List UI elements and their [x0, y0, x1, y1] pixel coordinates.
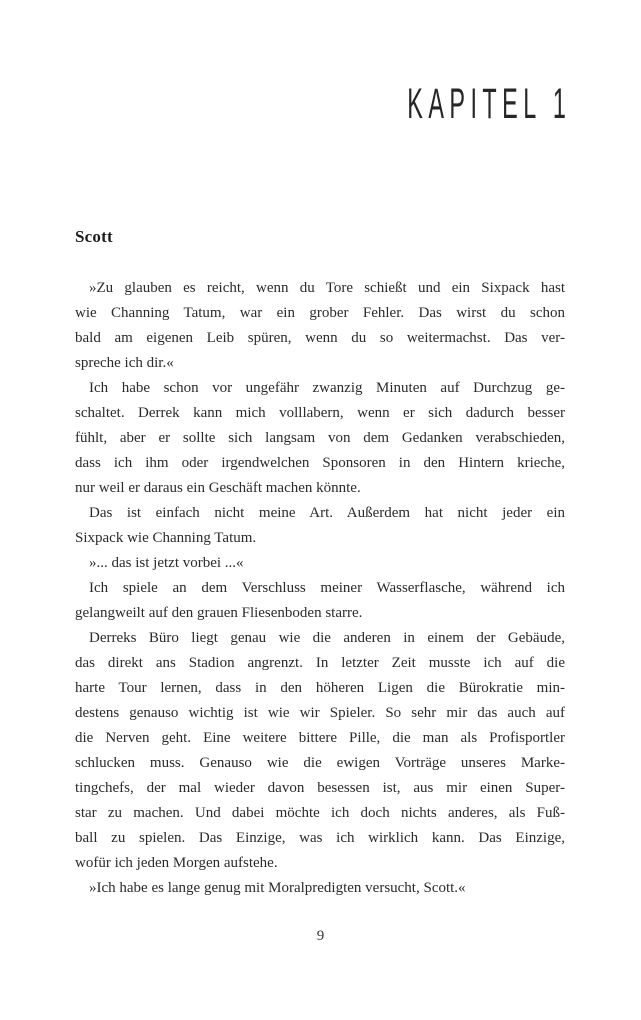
text-line: »... das ist jetzt vorbei ...« — [89, 555, 244, 571]
text-line: gelangweilt auf den grauen Fliesenboden starre. — [75, 605, 363, 621]
chapter-heading: KAPITEL 1 — [406, 81, 571, 129]
text-line: ball zu spielen. Das Einzige, was ich wirklich kann. Das Einzige, — [75, 830, 565, 846]
page-number: 9 — [316, 928, 325, 944]
text-line: Derreks Büro liegt genau wie die anderen in einem der Gebäude, — [89, 630, 565, 646]
text-line: Ich habe schon vor ungefähr zwanzig Minuten auf Durchzug ge- — [89, 380, 565, 396]
text-line: tingchefs, der mal wieder davon besessen ist, aus mir einen Super- — [75, 780, 565, 796]
text-line: fühlt, aber er sollte sich langsam von dem Gedanken verabschieden, — [75, 430, 565, 446]
text-line: wofür ich jeden Morgen aufstehe. — [75, 855, 278, 871]
text-line: dass ich ihm oder irgendwelchen Sponsoren in den Hintern krieche, — [75, 455, 565, 471]
text-line: die Nerven geht. Eine weitere bittere Pille, die man als Profisportler — [75, 730, 565, 746]
text-line: spreche ich dir.« — [75, 355, 174, 371]
text-line: Das ist einfach nicht meine Art. Außerdem hat nicht jeder ein — [89, 505, 565, 521]
text-line: harte Tour lernen, dass in den höheren Ligen die Bürokratie min- — [75, 680, 565, 696]
text-line: schlucken muss. Genauso wie die ewigen Vorträge unseres Marke- — [75, 755, 565, 771]
text-line: nur weil er daraus ein Geschäft machen könnte. — [75, 480, 361, 496]
text-line: das direkt ans Stadion angrenzt. In letzter Zeit musste ich auf die — [75, 655, 565, 671]
text-line: Ich spiele an dem Verschluss meiner Wasserflasche, während ich — [89, 580, 565, 596]
text-line: schaltet. Derrek kann mich volllabern, wenn er sich dadurch besser — [75, 405, 565, 421]
text-line: wie Channing Tatum, war ein grober Fehler. Das wirst du schon — [75, 305, 565, 321]
text-line: bald am eigenen Leib spüren, wenn du so weitermachst. Das ver- — [75, 330, 565, 346]
body-text — [75, 276, 565, 901]
text-line: Sixpack wie Channing Tatum. — [75, 530, 257, 546]
text-line: »Ich habe es lange genug mit Moralpredigten versucht, Scott.« — [89, 880, 466, 896]
text-line: »Zu glauben es reicht, wenn du Tore schießt und ein Sixpack hast — [89, 280, 565, 296]
text-line: star zu machen. Und dabei möchte ich doch nichts anderes, als Fuß- — [75, 805, 565, 821]
pov-character-name: Scott — [75, 227, 113, 246]
text-line: destens genauso wichtig ist wie wir Spieler. So sehr mir das auch auf — [75, 705, 565, 721]
